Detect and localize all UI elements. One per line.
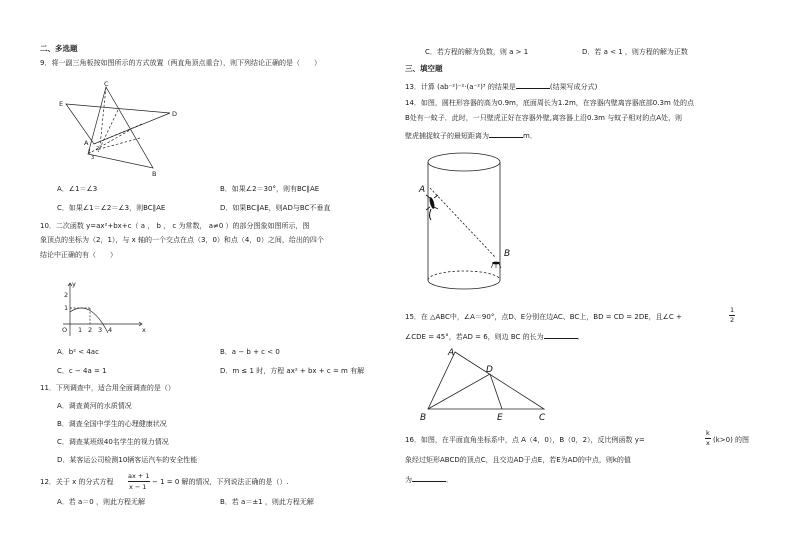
q15-triangle-abc — [428, 352, 544, 409]
q10-line3: 结论中正确的有（ ） — [40, 251, 117, 259]
q15-answer-blank[interactable] — [544, 331, 578, 339]
q10-option-c[interactable]: C．c − 4a = 1 — [57, 367, 107, 375]
q10-line1: 10．二次函数 y=ax²+bx+c（ a ， b ， c 为常数， a≠0 ）的部分图象如图所示，图 — [40, 222, 310, 230]
q9-figure — [58, 80, 183, 176]
q10-tick-x3: 3 — [98, 326, 103, 334]
q9-label-E: E — [59, 100, 64, 108]
q10-option-b[interactable]: B．a − b + c < 0 — [220, 348, 280, 356]
q14-cylinder-top — [428, 153, 500, 171]
q14-shortest-path — [430, 188, 496, 258]
q15-label-D: D — [486, 365, 493, 375]
q14-label-B: B — [504, 249, 511, 259]
q15-line1: 15．在 △ABC中，∠A＝90°，点D、E分别在边AC、BC上，BD = CD = 2DE，且∠C + — [405, 313, 682, 321]
q15-label-C: C — [539, 413, 546, 423]
q12-option-c[interactable]: C．若方程的解为负数，则 a > 1 — [425, 48, 529, 56]
q10-label-origin: O — [62, 326, 68, 334]
q12-fraction-numerator: ax + 1 — [128, 472, 150, 480]
q11-option-d[interactable]: D．某客运公司检测10辆客运汽车的安全性能 — [57, 456, 198, 464]
q14-line3 — [405, 130, 537, 141]
q13-note: (结果写成分式) — [549, 83, 598, 91]
q15-segment-bd — [428, 374, 490, 409]
q16-line1: 16．如图，在平面直角坐标系中，点 A（4，0），B（0，2），反比例函数 y= — [405, 436, 645, 444]
q9-option-d[interactable]: D．如果BC∥AE，则AD与BC不垂直 — [220, 204, 331, 212]
q10-tick-x4: 4 — [108, 326, 113, 334]
q9-label-A: A — [84, 139, 89, 147]
q9-label-C: C — [104, 80, 109, 88]
q10-option-a[interactable]: A．b² < 4ac — [57, 348, 99, 356]
q14-text: 壁虎捕捉蚊子的最短距离为 — [405, 132, 489, 140]
q10-line2: 象顶点的坐标为（2，1），与 x 轴的一个交点在点（3，0）和点（4，0）之间，给出的四个 — [40, 236, 324, 244]
q13-answer-blank[interactable] — [516, 81, 550, 89]
q14-line2: B处有一蚊子．此时，一只壁虎正好在容器外壁,离容器上沿0.3m 与蚊子相对的点A处，则 — [405, 114, 682, 122]
q10-option-d[interactable]: D．m ≤ 1 时，方程 ax² + bx + c = m 有解 — [220, 367, 365, 375]
q10-tick-y2: 2 — [64, 291, 69, 299]
q12-fraction-bar — [128, 481, 150, 482]
q15-segment-de — [490, 374, 502, 409]
q16-line3 — [405, 474, 453, 485]
q16-line2: 象经过矩形ABCD的顶点C，且交边AD于点E，若E为AD的中点，则k的值 — [405, 456, 631, 464]
q16-line1-end: (k>0) 的图 — [713, 436, 750, 444]
q13-text: 13．计算 (ab⁻²)⁻²·(a⁻²)³ 的结果是 — [405, 83, 516, 91]
q9-option-c[interactable]: C．如果∠1＝∠2＝∠3，则BC∥AE — [57, 204, 166, 212]
q10-label-y: y — [72, 280, 76, 288]
q16-x-denominator: x — [706, 439, 710, 447]
q14-label-A: A — [419, 185, 426, 195]
q16-end: ． — [446, 476, 453, 484]
q16-k-numerator: k — [706, 429, 710, 437]
q12-stem-start: 12．关于 x 的分式方程 — [40, 478, 114, 486]
q9-angle-1: 1 — [88, 149, 92, 155]
q11-stem: 11．下列调查中，适合用全面调查的是（） — [40, 384, 175, 392]
q15-label-A: A — [448, 348, 455, 358]
q15-triangle-figure — [420, 346, 555, 424]
q15-half-denominator: 2 — [730, 316, 735, 324]
q10-label-x: x — [142, 326, 146, 334]
section-title-multiple-choice: 二、多选题 — [40, 44, 78, 53]
q15-line2 — [405, 331, 585, 342]
q10-tick-x2: 2 — [88, 326, 93, 334]
q12-option-b[interactable]: B．若 a＝±1 ，则此方程无解 — [220, 498, 314, 506]
q15-end: ． — [577, 333, 585, 341]
q9-option-b[interactable]: B．如果∠2＝30°，则有BC∥AE — [220, 185, 320, 193]
q9-label-B: B — [152, 170, 157, 178]
q14-cylinder-figure — [418, 148, 518, 298]
q9-angle-2: 2 — [96, 146, 100, 152]
q11-option-a[interactable]: A．调查黄河的水质情况 — [57, 402, 132, 410]
section-title-fill-in: 三、填空题 — [405, 64, 443, 73]
q12-stem-end: − 1 = 0 解的情况，下列说法正确的是（）. — [152, 478, 289, 486]
q16-text: 为 — [405, 476, 412, 484]
q9-angle-3: 3 — [91, 155, 95, 161]
q13-stem — [405, 81, 597, 92]
q14-unit: m． — [523, 132, 537, 140]
q12-option-d[interactable]: D．若 a < 1 ，则方程的解为正数 — [582, 48, 688, 56]
q14-answer-blank[interactable] — [489, 130, 523, 138]
q10-tick-y1: 1 — [64, 304, 69, 312]
q12-fraction-denominator: x − 1 — [129, 483, 147, 491]
q14-line1: 14．如图，圆柱形容器的高为0.9m，底面周长为1.2m，在容器内壁离容器底部0.3m 处的点 — [405, 99, 694, 107]
q9-stem: 9．将一副三角板按如图所示的方式放置（两直角顶点重合），则下列结论正确的是（ ） — [40, 59, 321, 67]
q15-half-numerator: 1 — [730, 306, 735, 314]
q10-graph — [58, 280, 158, 340]
q9-triangle-ruler-2 — [88, 87, 153, 168]
q12-option-a[interactable]: A．若 a＝0 ，则此方程无解 — [57, 498, 145, 506]
q11-option-c[interactable]: C．调查某班级40名学生的视力情况 — [57, 438, 169, 446]
q9-option-a[interactable]: A．∠1＝∠3 — [57, 185, 98, 193]
mosquito-icon — [491, 262, 501, 268]
q15-label-E: E — [497, 413, 503, 423]
q9-label-D: D — [172, 110, 178, 118]
q15-label-B: B — [420, 413, 427, 423]
q16-answer-blank[interactable] — [412, 474, 446, 482]
q15-text: ∠CDE = 45°，若AD = 6，则边 BC 的长为 — [405, 333, 544, 341]
q11-option-b[interactable]: B．调查全国中学生的心理健康状况 — [57, 420, 167, 428]
q10-tick-x1: 1 — [78, 326, 83, 334]
